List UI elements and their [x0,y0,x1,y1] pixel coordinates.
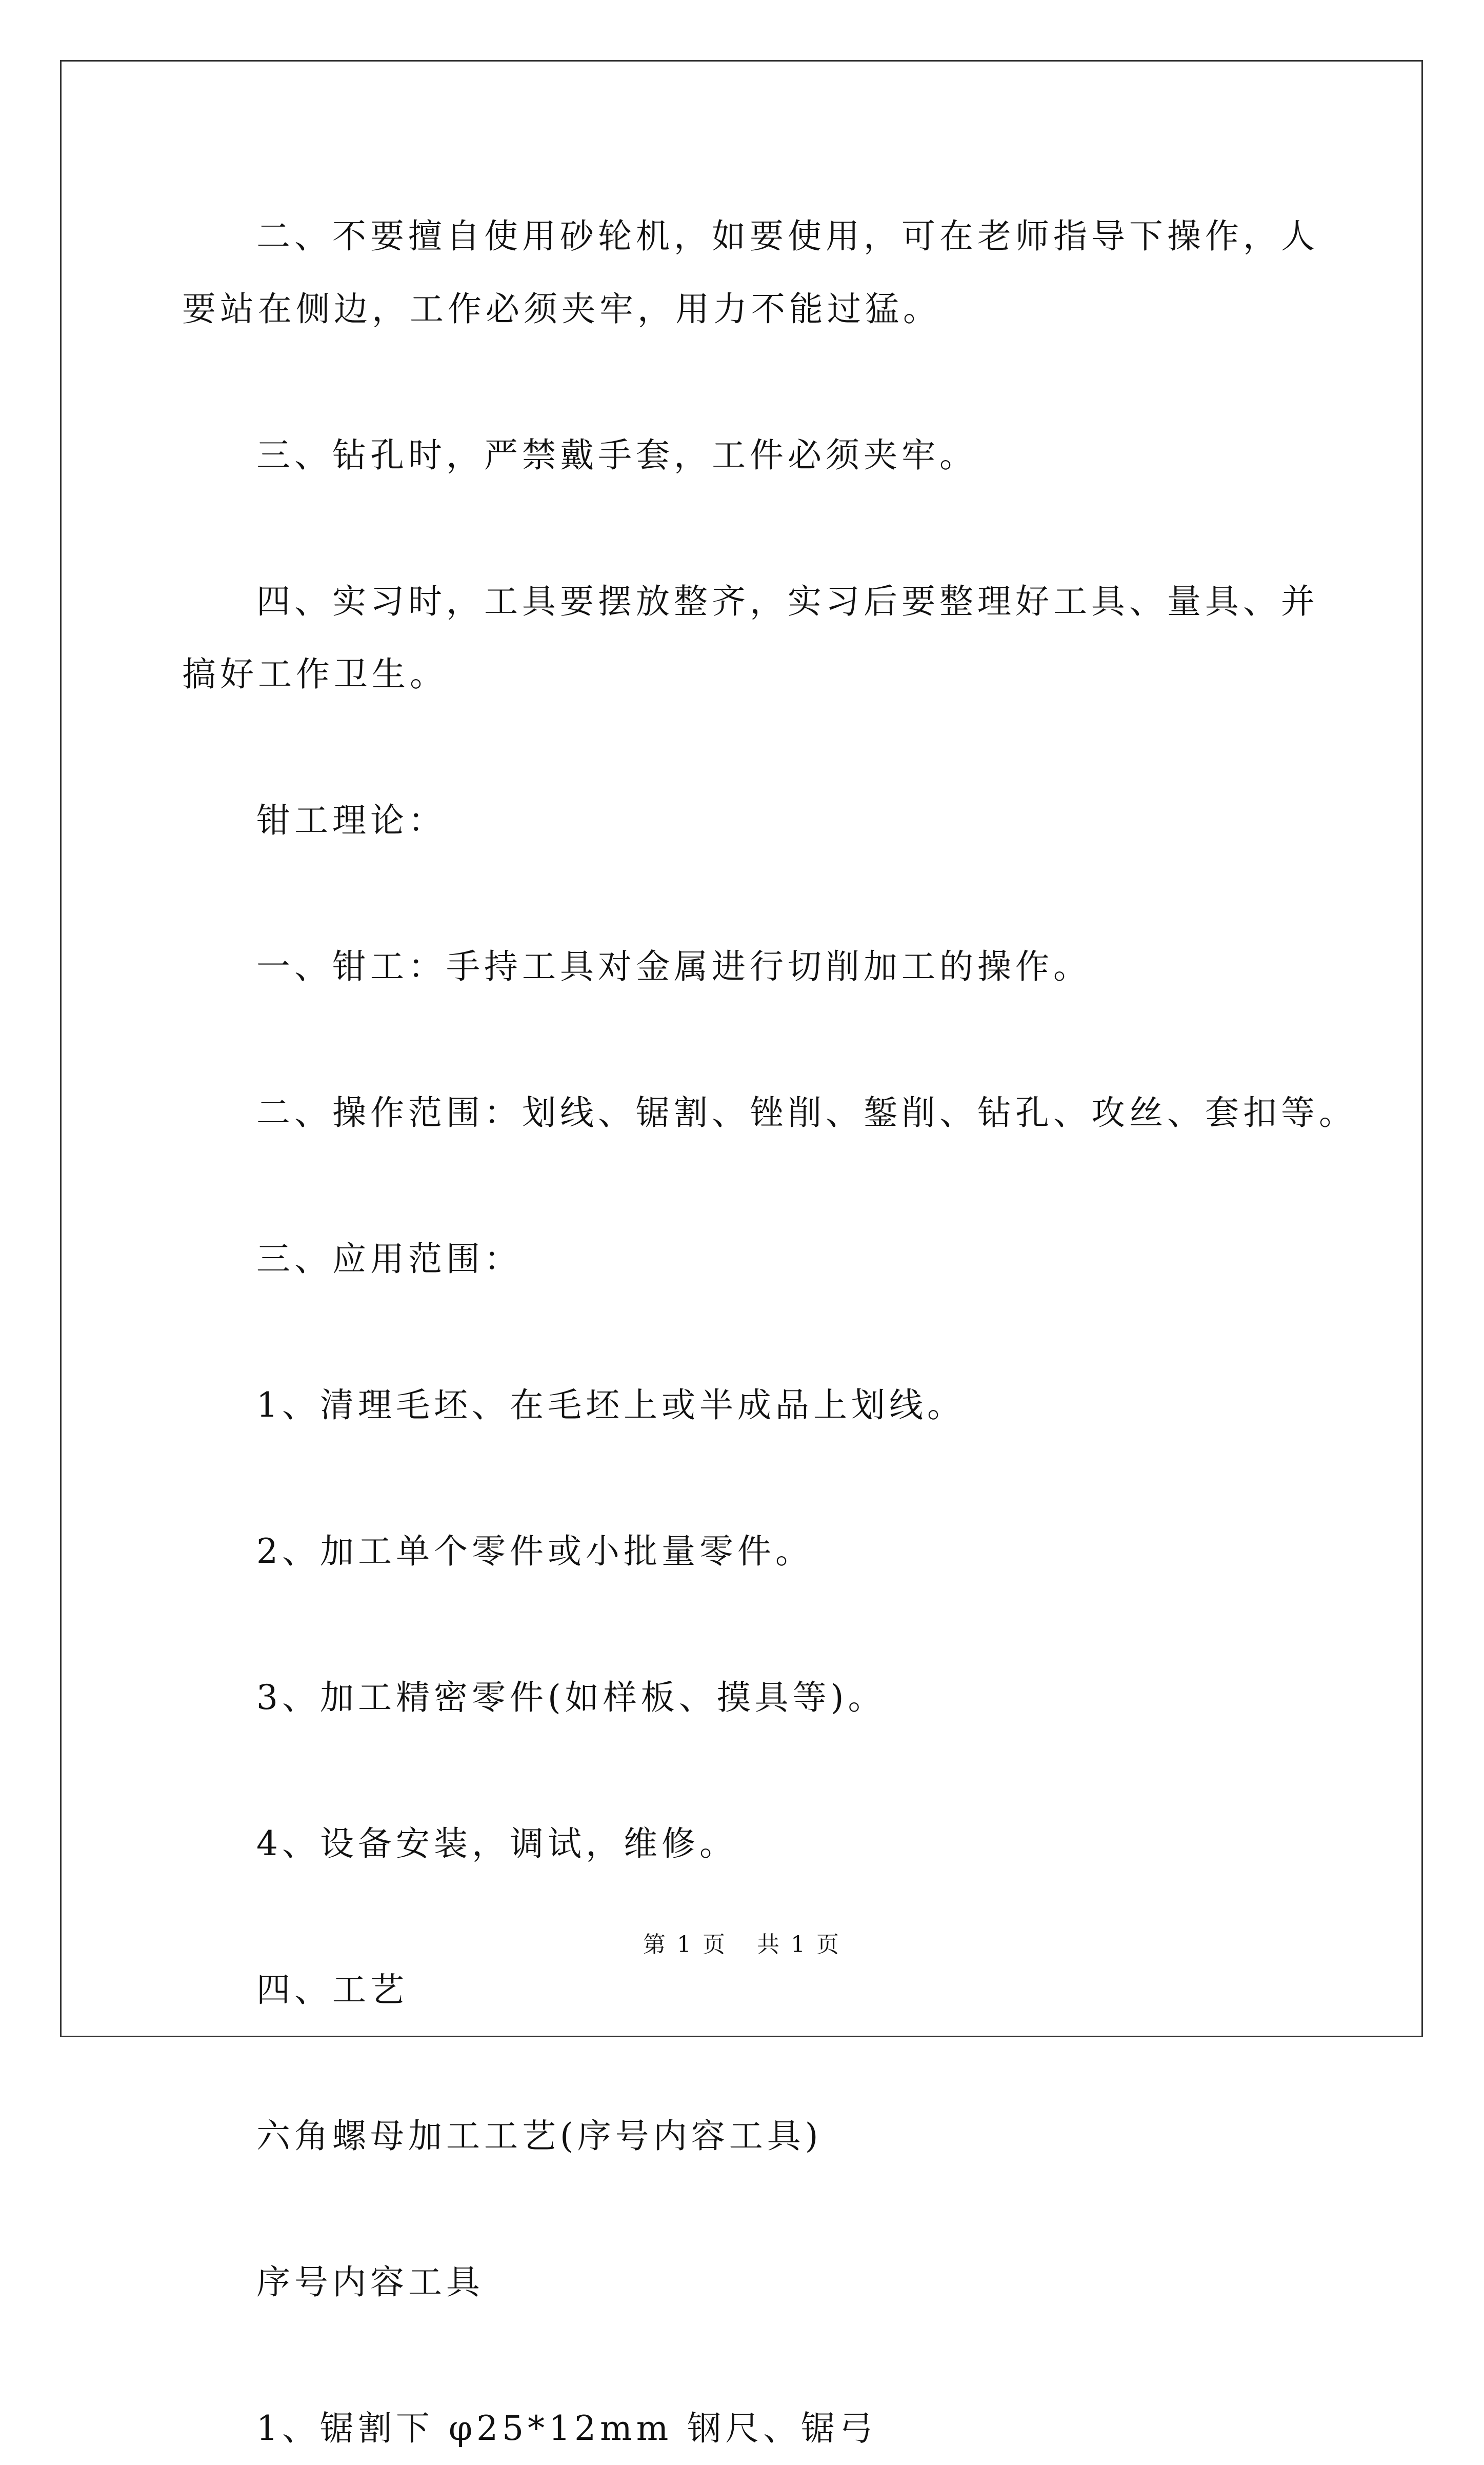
page-number-current: 第 1 页 [643,1932,727,1958]
document-body [182,200,1357,2465]
paragraph-line: 要站在侧边，工作必须夹牢，用力不能过猛。 [182,289,941,329]
paragraph-drilling-rule: 三、钻孔时，严禁戴手套，工件必须夹牢。 [256,435,977,475]
paragraph-line: 搞好工作卫生。 [182,654,448,694]
paragraph-line: 四、实习时，工具要摆放整齐，实习后要整理好工具、量具、并 [256,582,1319,621]
table-row-text: 1、锯割下 φ25*12mm 钢尺、锯弓 [256,2409,877,2448]
paragraph-line: 二、不要擅自使用砂轮机，如要使用，可在老师指导下操作，人 [256,216,1319,256]
page-number-total: 共 1 页 [757,1932,841,1958]
paragraph-grinder-rule [182,200,1319,346]
list-item: 2、加工单个零件或小批量零件。 [256,1532,813,1571]
paragraph-operation-scope: 二、操作范围：划线、锯割、锉削、錾削、钻孔、攻丝、套扣等。 [256,1093,1357,1132]
page-footer [0,1926,1484,1959]
paragraph-process-heading: 四、工艺 [256,1970,408,2010]
table-header-text: 序号内容工具 [256,2262,484,2302]
paragraph-definition: 一、钳工：手持工具对金属进行切削加工的操作。 [256,947,1091,986]
section-heading-theory: 钳工理论： [256,801,446,840]
paragraph-application-heading: 三、应用范围： [256,1239,522,1279]
list-item: 1、清理毛坯、在毛坯上或半成品上划线。 [256,1385,965,1425]
paragraph-nut-process: 六角螺母加工工艺(序号内容工具) [256,2116,823,2156]
list-item: 3、加工精密零件(如样板、摸具等)。 [256,1678,886,1717]
list-item: 4、设备安装，调试，维修。 [256,1824,737,1863]
paragraph-tools-rule [182,565,1319,711]
